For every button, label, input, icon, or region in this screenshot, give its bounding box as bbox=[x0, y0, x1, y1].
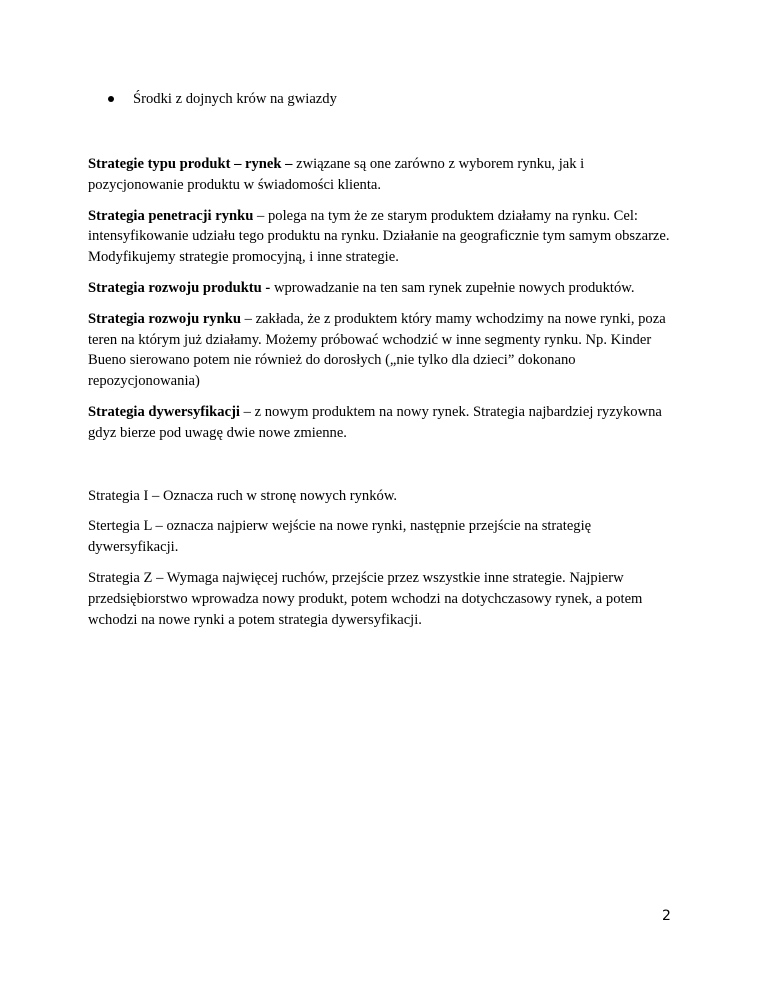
paragraph-strategie-produkt-rynek bbox=[88, 154, 672, 196]
paragraph-text: – polega na tym że ze starym produktem działamy na rynku. Cel: intensyfikowanie udziału tego produktu na rynku. Działanie na geograficznie tym samym obszarze. Modyfikujemy strategie promocyjną, i inne strategie. bbox=[88, 207, 670, 266]
document-body bbox=[88, 154, 672, 630]
paragraph-strategia-dywersyfikacji bbox=[88, 402, 672, 444]
paragraph-heading: Strategia dywersyfikacji bbox=[88, 403, 240, 420]
paragraph-strategia-i: Strategia I – Oznacza ruch w stronę nowych rynków. bbox=[88, 487, 398, 504]
bullet-item bbox=[108, 89, 337, 109]
paragraph-strategia-rozwoju-produktu bbox=[88, 278, 672, 299]
paragraph-heading: Strategia rozwoju rynku bbox=[88, 310, 241, 327]
paragraph-strategia-rozwoju-rynku bbox=[88, 309, 672, 392]
paragraph-text: wprowadzanie na ten sam rynek zupełnie nowych produktów. bbox=[270, 279, 635, 296]
paragraph-text: – zakłada, że z produktem który mamy wchodzimy na nowe rynki, poza teren na którym już działamy. Możemy próbować wchodzić w inne segmenty rynku. Np. Kinder Bueno sierowano potem nie również do dorosłych („nie tylko dla dzieci” dokonano repozycjonowania) bbox=[88, 310, 666, 390]
bullet-dot-icon bbox=[108, 96, 114, 102]
page-number: 2 bbox=[662, 908, 671, 924]
paragraph-text: – z nowym produktem na nowy rynek. Strategia najbardziej ryzykowna gdyz bierze pod uwagę dwie nowe zmienne. bbox=[88, 403, 662, 441]
paragraph-heading: Strategia penetracji rynku bbox=[88, 207, 254, 224]
paragraph-strategia-l: Stertegia L – oznacza najpierw wejście na nowe rynki, następnie przejście na strategię dywersyfikacji. bbox=[88, 518, 592, 556]
paragraph-strategia-penetracji bbox=[88, 206, 672, 268]
bullet-list bbox=[108, 89, 337, 109]
paragraph-heading: Strategie typu produkt – rynek – bbox=[88, 156, 293, 172]
paragraph-strategia-z: Strategia Z – Wymaga najwięcej ruchów, przejście przez wszystkie inne strategie. Najpierw przedsiębiorstwo wprowadza nowy produkt, potem wchodzi na dotychczasowy rynek, a potem wchodzi na nowe rynki a potem strategia dywersyfikacji. bbox=[88, 569, 643, 628]
paragraph-text: związane są one zarówno z wyborem rynku, jak i pozycjonowanie produktu w świadomości klienta. bbox=[88, 156, 585, 193]
bullet-text: Środki z dojnych krów na gwiazdy bbox=[133, 91, 337, 107]
paragraph-heading: Strategia rozwoju produktu - bbox=[88, 279, 271, 296]
